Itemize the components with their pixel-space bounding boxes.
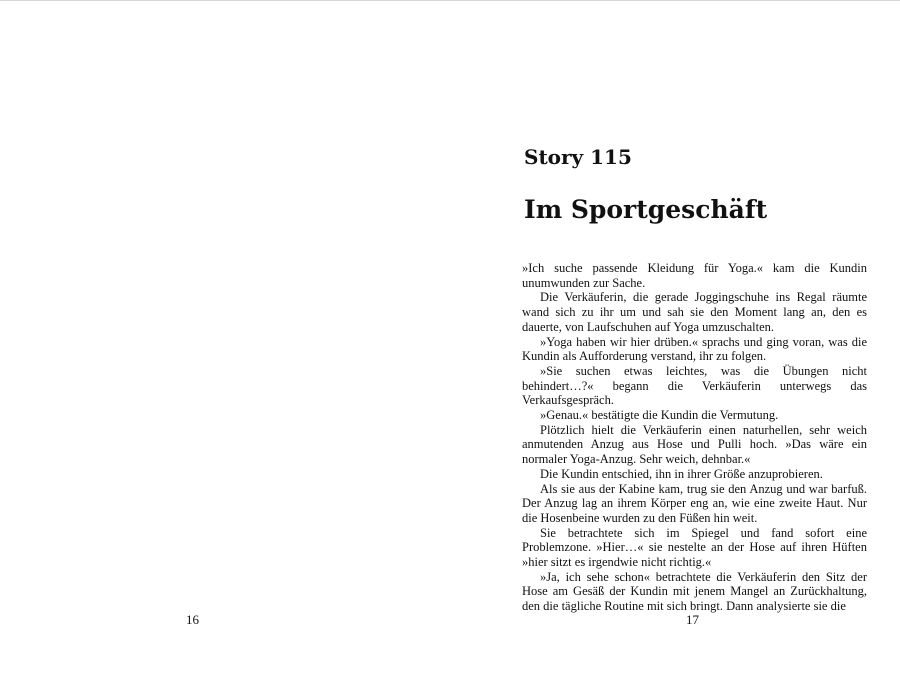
page-number-right: 17 <box>686 612 699 627</box>
page-number-left: 16 <box>186 612 199 627</box>
paragraph: »Ich suche passende Kleidung für Yoga.« kam die Kundin unumwunden zur Sache. <box>522 261 867 290</box>
story-body-text <box>522 261 867 614</box>
paragraph: Die Verkäuferin, die gerade Joggingschuhe ins Regal räumte wand sich zu ihr um und sah sie den Moment lang an, den es dauerte, von Laufschuhen auf Yoga umzuschalten. <box>522 290 867 334</box>
paragraph: Die Kundin entschied, ihn in ihrer Größe anzuprobieren. <box>540 466 823 481</box>
paragraph: »Ja, ich sehe schon« betrachtete die Verkäuferin den Sitz der Hose am Gesäß der Kundin mit jenem Mangel an Zurückhaltung, den die tägliche Routine mit sich bringt. Dann analysierte sie die <box>522 569 867 614</box>
paragraph: »Yoga haben wir hier drüben.« sprachs und ging voran, was die Kundin als Aufforderung verstand, ihr zu folgen. <box>522 334 867 364</box>
paragraph: Als sie aus der Kabine kam, trug sie den Anzug und war barfuß. Der Anzug lag an ihrem Körper eng an, wie eine zweite Haut. Nur die Hosenbeine wurden zu den Füßen hin weit. <box>522 481 867 525</box>
paragraph: Plötzlich hielt die Verkäuferin einen naturhellen, sehr weich anmutenden Anzug aus Hose und Pulli hoch. »Das wäre ein normaler Yoga-Anzug. Sehr weich, dehnbar.« <box>522 422 867 467</box>
story-title: Im Sportgeschäft <box>524 195 768 224</box>
paragraph: Sie betrachtete sich im Spiegel und fand sofort eine Problemzone. »Hier…« sie nestelte an der Hose auf ihren Hüften »hier sitzt es irgendwie nicht richtig.« <box>522 525 867 570</box>
right-page <box>450 0 900 675</box>
paragraph: »Sie suchen etwas leichtes, was die Übungen nicht behindert…?« begann die Verkäuferin unterwegs das Verkaufsgespräch. <box>522 363 867 408</box>
story-number-heading: Story 115 <box>524 145 632 169</box>
paragraph: »Genau.« bestätigte die Kundin die Vermutung. <box>540 408 779 423</box>
